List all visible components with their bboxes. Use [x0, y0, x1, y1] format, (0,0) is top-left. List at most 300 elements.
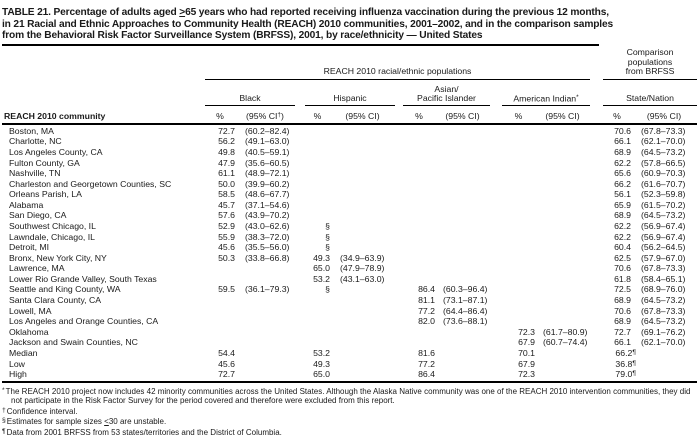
footnote-asterisk [2, 386, 697, 406]
black-pct-cell: 45.7 [218, 199, 235, 210]
column-gap [395, 274, 403, 285]
state-ci-cell: (57.8–66.5) [641, 157, 686, 168]
brfss-line: from BRFSS [625, 66, 675, 77]
american-indian-column-header [502, 93, 590, 106]
column-gap [295, 179, 305, 190]
column-gap [395, 263, 403, 274]
column-gap [395, 179, 403, 190]
asian-pct-cell [403, 179, 435, 190]
column-gap [490, 327, 502, 338]
american-indian-pct-cell: 70.1 [518, 347, 535, 358]
ci-label: ) [281, 110, 284, 121]
community-cell: High [9, 369, 27, 380]
state-ci-cell: (67.8–73.3) [641, 263, 686, 274]
american-indian-ci-cell [535, 306, 590, 317]
table-row [2, 369, 697, 380]
header-groups [2, 46, 697, 80]
american-indian-pct-cell [502, 253, 535, 264]
asian-ci-cell [435, 232, 490, 243]
column-gap [295, 274, 305, 285]
state-pct-cell: 61.8 [614, 273, 631, 284]
black-pct-cell: 72.7 [218, 125, 235, 136]
state-pct-cell: 62.2 [614, 231, 631, 242]
community-cell: Nashville, TN [9, 168, 61, 179]
reach-group-header: REACH 2010 racial/ethnic populations [205, 67, 590, 80]
american-indian-pct-cell [502, 295, 535, 306]
state-pct-cell: 68.9 [614, 146, 631, 157]
community-cell: Boston, MA [9, 125, 54, 136]
asian-pct-cell: 82.0 [418, 316, 435, 327]
column-gap [295, 316, 305, 327]
american-indian-ci-cell [535, 284, 590, 295]
asian-ci-cell [435, 253, 490, 264]
black-ci-cell: (38.3–72.0) [245, 231, 290, 242]
hispanic-ci-cell [330, 306, 395, 317]
footnote-dagger [2, 406, 697, 417]
leq-symbol: < [104, 417, 109, 427]
asian-header-line: Asian/ [434, 83, 459, 94]
black-pct-cell: 45.6 [218, 242, 235, 253]
pilcrow-footnote-mark: ¶ [632, 370, 636, 378]
title-line-1 [2, 7, 697, 19]
black-pct-cell: 57.6 [218, 210, 235, 221]
black-ci-cell [235, 327, 295, 338]
black-ci-cell [235, 369, 295, 380]
hispanic-ci-cell [330, 337, 395, 348]
column-gap [295, 200, 305, 211]
column-gap [590, 158, 603, 169]
asian-pct-cell [403, 221, 435, 232]
table-row [2, 274, 697, 285]
hispanic-ci-cell [330, 179, 395, 190]
black-pct-cell: 45.6 [218, 358, 235, 369]
table-row [2, 126, 697, 137]
state-pct-cell: 70.6 [614, 125, 631, 136]
asian-pct-cell [403, 168, 435, 179]
column-gap [295, 210, 305, 221]
state-pct-cell: 56.1 [614, 189, 631, 200]
asian-ci-header: (95% CI) [445, 110, 480, 121]
column-gap [490, 306, 502, 317]
column-gap [590, 359, 603, 370]
american-indian-pct-cell [502, 210, 535, 221]
american-indian-ci-cell [535, 168, 590, 179]
table-row [2, 179, 697, 190]
american-indian-ci-header: (95% CI) [545, 110, 580, 121]
table-row [2, 253, 697, 264]
american-indian-ci-cell [535, 253, 590, 264]
title-text: TABLE 21. Percentage of adults aged [2, 7, 180, 18]
column-gap [490, 253, 502, 264]
black-ci-cell [235, 295, 295, 306]
column-gap [590, 221, 603, 232]
table-row [2, 189, 697, 200]
state-pct-cell [603, 347, 636, 359]
column-gap [590, 295, 603, 306]
column-gap [490, 263, 502, 274]
column-gap [395, 369, 403, 380]
black-pct-cell [205, 295, 235, 306]
state-ci-cell: (64.5–73.2) [641, 295, 686, 306]
black-ci-cell: (35.6–60.5) [245, 157, 290, 168]
black-pct-cell [205, 263, 235, 274]
asian-pct-cell: 81.6 [418, 347, 435, 358]
state-pct-cell: 66.1 [614, 337, 631, 348]
american-indian-ci-cell [535, 126, 590, 137]
table-body [2, 126, 697, 380]
black-pct-cell [205, 327, 235, 338]
state-pct-cell: 65.9 [614, 199, 631, 210]
table-row [2, 210, 697, 221]
community-cell: Los Angeles and Orange Counties, CA [9, 316, 159, 327]
hispanic-pct-cell: 53.2 [313, 273, 330, 284]
asian-ci-cell [435, 200, 490, 211]
column-gap [395, 189, 403, 200]
hispanic-pct-cell [305, 337, 330, 348]
american-indian-pct-cell: 72.3 [518, 326, 535, 337]
column-gap [295, 369, 305, 380]
state-ci-cell: (61.5–70.2) [641, 199, 686, 210]
asian-pct-cell: 77.2 [418, 358, 435, 369]
hispanic-pct-cell: 65.0 [313, 369, 330, 380]
column-gap [395, 284, 403, 295]
american-indian-ci-cell [535, 158, 590, 169]
hispanic-pct-header: % [313, 110, 322, 121]
american-indian-ci-cell [535, 263, 590, 274]
american-indian-pct-header: % [514, 110, 523, 121]
table-row [2, 284, 697, 295]
table-row [2, 263, 697, 274]
state-pct-cell: 72.5 [614, 284, 631, 295]
footnote-text: Data from 2001 BRFSS from 53 states/territories and the District of Columbia. [6, 428, 282, 438]
black-ci-cell: (37.1–54.6) [245, 199, 290, 210]
footnote-section [2, 416, 697, 427]
american-indian-ci-cell [535, 179, 590, 190]
state-pct-header: % [613, 110, 621, 121]
american-indian-pct-cell [502, 284, 535, 295]
community-cell: Los Angeles County, CA [9, 146, 103, 157]
table-row [2, 158, 697, 169]
community-cell: Seattle and King County, WA [9, 284, 121, 295]
black-pct-cell: 59.5 [218, 284, 235, 295]
column-gap [490, 359, 502, 370]
state-ci-cell: (56.9–67.4) [641, 231, 686, 242]
column-gap [295, 348, 305, 359]
black-ci-cell: (35.5–56.0) [245, 242, 290, 253]
column-gap [295, 136, 305, 147]
footnote-text: 30 are unstable. [108, 417, 167, 427]
community-cell: Charleston and Georgetown Counties, SC [9, 178, 172, 189]
column-gap [490, 369, 502, 380]
black-pct-cell: 72.7 [218, 369, 235, 380]
american-indian-ci-cell [535, 221, 590, 232]
column-gap [490, 189, 502, 200]
american-indian-pct-cell [502, 147, 535, 158]
footnote-text: Estimates for sample sizes [6, 417, 105, 427]
table-row [2, 136, 697, 147]
american-indian-ci-cell [535, 189, 590, 200]
asian-ci-cell [435, 221, 490, 232]
footnote-text: Confidence interval. [6, 406, 78, 416]
state-pct-value: 66.2 [615, 347, 633, 358]
hispanic-pct-cell [305, 168, 330, 179]
black-ci-cell: (48.6–67.7) [245, 189, 290, 200]
black-ci-cell: (43.9–70.2) [245, 210, 290, 221]
column-gap [490, 158, 502, 169]
hispanic-ci-cell [330, 126, 395, 137]
american-indian-pct-cell: 67.9 [518, 337, 535, 348]
table-row [2, 348, 697, 359]
pilcrow-footnote-mark: ¶ [2, 428, 6, 436]
column-gap [590, 200, 603, 211]
column-gap [590, 210, 603, 221]
hispanic-pct-cell [305, 147, 330, 158]
american-indian-ci-cell: (60.7–74.4) [543, 337, 588, 348]
asian-ci-cell [435, 337, 490, 348]
black-pct-cell: 49.8 [218, 146, 235, 157]
column-gap [295, 242, 305, 253]
state-ci-cell: (67.8–73.3) [641, 125, 686, 136]
column-gap [590, 232, 603, 243]
state-pct-value: 36.8 [615, 358, 633, 369]
column-gap [395, 232, 403, 243]
column-gap [490, 147, 502, 158]
community-cell: Median [9, 347, 38, 358]
community-cell: San Diego, CA [9, 210, 67, 221]
state-ci-cell: (57.9–67.0) [641, 252, 686, 263]
hispanic-ci-cell [330, 327, 395, 338]
asian-ci-cell [435, 263, 490, 274]
asian-pct-cell: 81.1 [418, 295, 435, 306]
column-gap [395, 221, 403, 232]
community-cell: Detroit, MI [9, 242, 50, 253]
state-pct-cell: 66.2 [614, 178, 631, 189]
american-indian-ci-cell [535, 242, 590, 253]
hispanic-pct-cell: § [325, 220, 330, 231]
column-gap [590, 126, 603, 137]
american-indian-pct-cell [502, 200, 535, 211]
column-gap [490, 168, 502, 179]
hispanic-pct-cell [305, 327, 330, 338]
black-pct-cell: 61.1 [218, 168, 235, 179]
american-indian-ci-cell [535, 200, 590, 211]
black-ci-cell: (33.8–66.8) [245, 252, 290, 263]
column-gap [590, 327, 603, 338]
community-cell: Fulton County, GA [9, 157, 80, 168]
asian-pct-cell: 77.2 [418, 305, 435, 316]
brfss-line: populations [627, 56, 673, 67]
community-cell: Low [9, 358, 25, 369]
column-gap [590, 306, 603, 317]
brfss-line: Comparison [626, 47, 674, 57]
black-ci-cell: (39.9–60.2) [245, 178, 290, 189]
hispanic-ci-cell [330, 221, 395, 232]
geq-symbol: > [179, 7, 186, 18]
asian-ci-cell [435, 136, 490, 147]
hispanic-pct-cell [305, 136, 330, 147]
american-indian-pct-cell [502, 179, 535, 190]
hispanic-ci-cell [330, 189, 395, 200]
asian-pct-cell [403, 253, 435, 264]
column-gap [590, 189, 603, 200]
column-gap [395, 348, 403, 359]
column-gap [295, 147, 305, 158]
title-line-3: from the Behavioral Risk Factor Surveillance System (BRFSS), 2001, by race/ethnicity — United States [2, 30, 483, 42]
black-pct-cell: 47.9 [218, 157, 235, 168]
asian-ci-cell [435, 147, 490, 158]
footnote-text: The REACH 2010 project now includes 42 minority communities across the United States. Although the Alaska Native community was one of the REACH 2010 intervention communities, they did not participate in the Risk Factor Survey for the period covered and therefore were excluded from this report. [5, 386, 691, 406]
hispanic-ci-cell [330, 136, 395, 147]
column-gap [490, 126, 502, 137]
asian-ci-cell: (73.1–87.1) [443, 295, 488, 306]
american-indian-pct-cell [502, 316, 535, 327]
asian-pct-cell [403, 158, 435, 169]
asian-ci-cell [435, 369, 490, 380]
american-indian-pct-cell [502, 189, 535, 200]
column-gap [295, 306, 305, 317]
black-pct-cell: 54.4 [218, 347, 235, 358]
table-row [2, 327, 697, 338]
asian-pct-cell [403, 232, 435, 243]
pilcrow-footnote-mark: ¶ [632, 348, 636, 356]
column-gap [490, 348, 502, 359]
community-cell: Southwest Chicago, IL [9, 220, 96, 231]
column-gap [295, 168, 305, 179]
asian-pct-header: % [415, 110, 423, 121]
column-gap [590, 337, 603, 348]
american-indian-pct-cell [502, 221, 535, 232]
column-gap [295, 359, 305, 370]
black-ci-header [235, 111, 295, 121]
column-gap [590, 168, 603, 179]
column-gap [295, 189, 305, 200]
column-gap [590, 253, 603, 264]
hispanic-ci-cell [330, 242, 395, 253]
asian-pct-cell [403, 263, 435, 274]
american-indian-ci-cell [535, 369, 590, 380]
column-gap [295, 263, 305, 274]
state-ci-cell: (58.4–65.1) [641, 273, 686, 284]
community-cell: Oklahoma [9, 326, 49, 337]
column-gap [590, 179, 603, 190]
state-ci-cell [631, 348, 697, 359]
hispanic-ci-header: (95% CI) [345, 110, 380, 121]
column-gap [590, 284, 603, 295]
column-gap [395, 158, 403, 169]
column-gap [590, 316, 603, 327]
asian-ci-cell [435, 210, 490, 221]
table-row [2, 200, 697, 211]
american-indian-pct-cell [502, 306, 535, 317]
black-ci-cell: (60.2–82.4) [245, 125, 290, 136]
hispanic-pct-cell: 49.3 [313, 252, 330, 263]
asian-ci-cell [435, 126, 490, 137]
asian-pct-cell [403, 126, 435, 137]
hispanic-pct-cell [305, 200, 330, 211]
american-indian-ci-cell [535, 147, 590, 158]
state-ci-cell: (62.1–70.0) [641, 136, 686, 147]
hispanic-pct-cell [305, 126, 330, 137]
state-pct-cell [603, 369, 636, 380]
asian-ci-cell [435, 359, 490, 370]
state-ci-cell: (67.8–73.3) [641, 305, 686, 316]
column-gap [395, 210, 403, 221]
table-row [2, 295, 697, 306]
hispanic-ci-cell [330, 284, 395, 295]
column-gap [490, 284, 502, 295]
header-divider [2, 123, 697, 125]
black-pct-cell [205, 316, 235, 327]
table-row [2, 306, 697, 317]
community-cell: Alabama [9, 199, 44, 210]
column-gap [395, 242, 403, 253]
column-gap [295, 126, 305, 137]
state-ci-header: (95% CI) [646, 110, 682, 121]
black-ci-cell: (43.0–62.6) [245, 220, 290, 231]
black-pct-header: % [216, 110, 224, 121]
community-cell: Jackson and Swain Counties, NC [9, 337, 138, 348]
american-indian-ci-cell [535, 359, 590, 370]
column-gap [395, 253, 403, 264]
asian-ci-cell [435, 158, 490, 169]
asian-pct-cell: 86.4 [418, 284, 435, 295]
asian-pct-cell [403, 274, 435, 285]
column-gap [295, 221, 305, 232]
column-gap [395, 147, 403, 158]
table-row [2, 316, 697, 327]
state-pct-cell: 66.1 [614, 136, 631, 147]
state-pct-cell: 68.9 [614, 316, 631, 327]
state-ci-cell: (61.6–70.7) [641, 178, 686, 189]
column-gap [590, 147, 603, 158]
american-indian-pct-cell [502, 158, 535, 169]
table-row [2, 168, 697, 179]
column-gap [490, 242, 502, 253]
hispanic-pct-cell: 65.0 [313, 263, 330, 274]
state-ci-cell: (68.9–76.0) [641, 284, 686, 295]
column-gap [395, 327, 403, 338]
column-gap [395, 295, 403, 306]
american-indian-ci-cell [535, 295, 590, 306]
column-gap [490, 316, 502, 327]
asian-pct-cell [403, 136, 435, 147]
hispanic-pct-cell [305, 179, 330, 190]
asian-pct-cell [403, 147, 435, 158]
column-gap [295, 327, 305, 338]
hispanic-ci-cell [330, 210, 395, 221]
hispanic-ci-cell [330, 316, 395, 327]
header-subgroups [2, 83, 697, 106]
column-gap [395, 359, 403, 370]
hispanic-ci-cell [330, 369, 395, 380]
community-cell: Santa Clara County, CA [9, 295, 102, 306]
brfss-group-header [603, 48, 697, 80]
table-bottom-divider [2, 381, 697, 383]
footnote-pilcrow [2, 427, 697, 438]
american-indian-pct-cell [502, 242, 535, 253]
column-gap [295, 253, 305, 264]
column-gap [490, 136, 502, 147]
american-indian-ci-cell [535, 210, 590, 221]
community-column-header: REACH 2010 community [4, 110, 106, 121]
black-pct-cell [205, 274, 235, 285]
column-gap [295, 295, 305, 306]
black-pct-cell: 50.3 [218, 252, 235, 263]
column-gap [490, 210, 502, 221]
table-title [2, 7, 697, 42]
hispanic-ci-cell [330, 147, 395, 158]
column-gap [490, 337, 502, 348]
